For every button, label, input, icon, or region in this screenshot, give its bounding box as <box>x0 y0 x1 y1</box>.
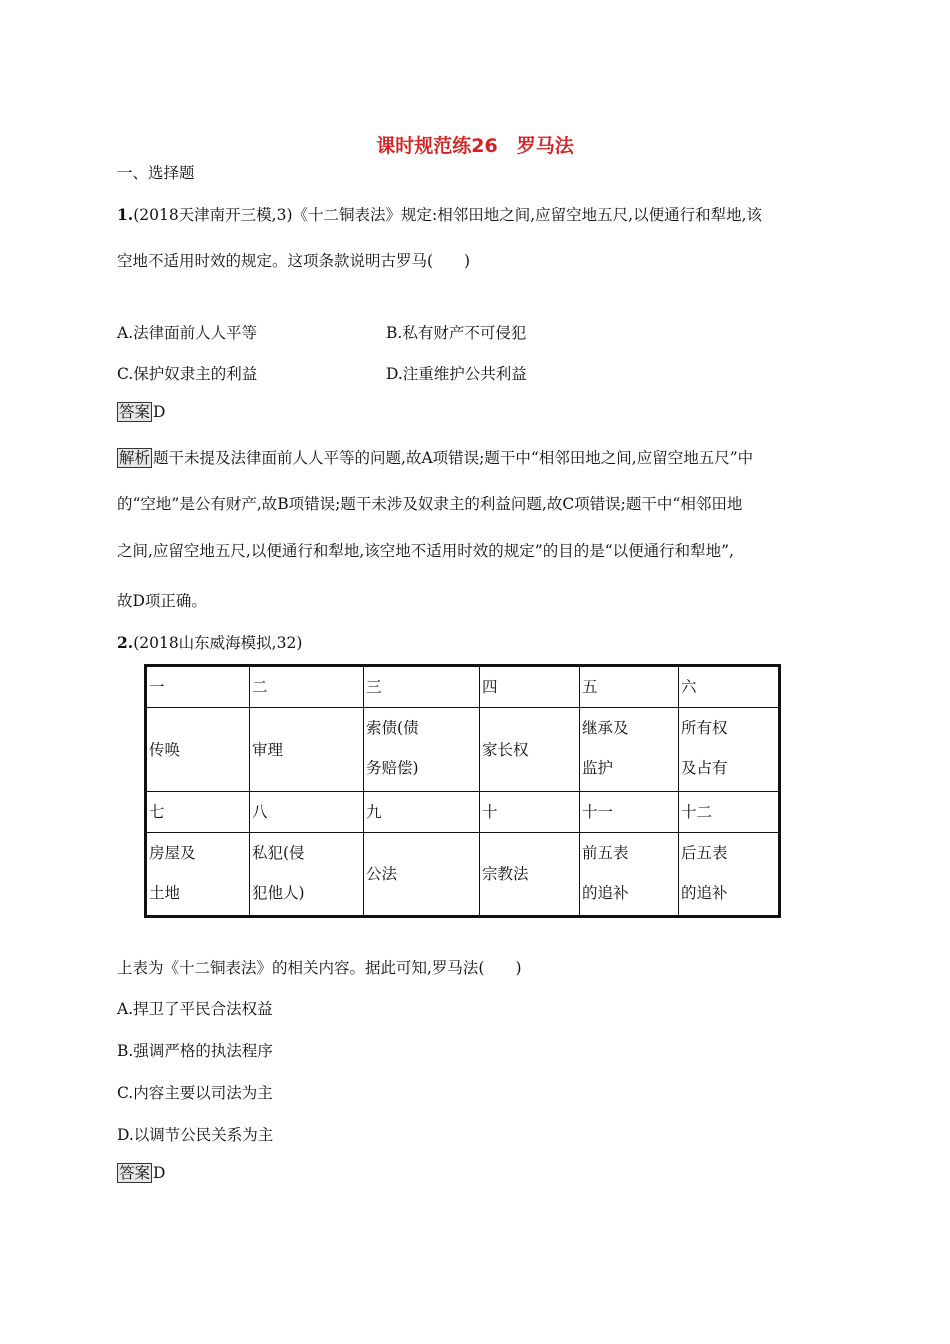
table-row <box>146 708 780 792</box>
section-heading: 一、选择题 <box>117 164 195 182</box>
cell-text: 务赔偿) <box>366 759 419 777</box>
q2-number: 2. <box>117 633 134 652</box>
table-cell: 五 <box>580 666 679 708</box>
table-cell: 一 <box>146 666 250 708</box>
table-cell <box>580 833 679 917</box>
table-cell: 六 <box>679 666 780 708</box>
cell-text: 继承及 <box>582 719 629 737</box>
table-cell <box>146 708 250 792</box>
table-cell: 三 <box>364 666 480 708</box>
q2-answer-value: D <box>153 1164 166 1182</box>
cell-text: 房屋及 <box>149 844 196 862</box>
q1-analysis-line2: 的“空地”是公有财产,故B项错误;题干未涉及奴隶主的利益问题,故C项错误;题干中“相邻田地 <box>117 495 743 513</box>
table-cell <box>364 708 480 792</box>
q1-analysis-line4: 故D项正确。 <box>117 592 207 610</box>
q1-stem-line2: 空地不适用时效的规定。这项条款说明古罗马( ) <box>117 252 471 270</box>
table-row <box>146 792 780 833</box>
page-title: 课时规范练26 罗马法 <box>376 135 574 157</box>
q1-option-c: C.保护奴隶主的利益 <box>117 365 258 383</box>
table-cell: 四 <box>480 666 580 708</box>
cell-text: 家长权 <box>482 740 529 759</box>
q2-option-c: C.内容主要以司法为主 <box>117 1084 273 1102</box>
cell-text: 的追补 <box>582 884 629 902</box>
table-cell <box>480 833 580 917</box>
table-cell: 十一 <box>580 792 679 833</box>
q2-answer-tag: 答案 <box>119 1164 151 1182</box>
q1-number: 1. <box>117 205 134 224</box>
q1-answer-tag: 答案 <box>119 403 151 421</box>
q1-analysis-line3: 之间,应留空地五尺,以便通行和犁地,该空地不适用时效的规定”的目的是“以便通行和犁地”, <box>117 542 734 560</box>
q1-option-a: A.法律面前人人平等 <box>117 324 258 342</box>
cell-text: 前五表 <box>582 844 629 862</box>
q1-analysis-tag: 解析 <box>119 449 151 467</box>
cell-text: 私犯(侵 <box>252 844 305 862</box>
cell-text: 的追补 <box>681 884 728 902</box>
q1-analysis-line1 <box>117 446 753 468</box>
cell-text: 土地 <box>149 884 181 902</box>
q1-option-b: B.私有财产不可侵犯 <box>386 324 527 342</box>
table-cell: 七 <box>146 792 250 833</box>
q2-option-d: D.以调节公民关系为主 <box>117 1126 274 1144</box>
cell-text: 监护 <box>582 759 614 777</box>
table-cell: 十二 <box>679 792 780 833</box>
table-cell <box>679 708 780 792</box>
cell-text: 宗教法 <box>482 865 529 883</box>
q1-stem-line1 <box>117 203 762 225</box>
q1-analysis-text1: 题干未提及法律面前人人平等的问题,故A项错误;题干中“相邻田地之间,应留空地五尺”中 <box>153 449 754 467</box>
q2-option-a: A.捍卫了平民合法权益 <box>117 1000 273 1018</box>
table-cell <box>580 708 679 792</box>
cell-text: 后五表 <box>681 844 728 862</box>
table-cell <box>250 708 364 792</box>
twelve-tables-table <box>144 664 781 918</box>
table-cell <box>480 708 580 792</box>
table-row <box>146 666 780 708</box>
table-cell <box>250 833 364 917</box>
cell-text: 犯他人) <box>252 884 305 902</box>
cell-text: 传唤 <box>149 740 181 759</box>
cell-text: 审理 <box>252 740 284 759</box>
table-cell: 二 <box>250 666 364 708</box>
cell-text: 所有权 <box>681 719 728 737</box>
table-row <box>146 833 780 917</box>
q2-stem: 上表为《十二铜表法》的相关内容。据此可知,罗马法( ) <box>117 959 522 977</box>
cell-text: 索债(债 <box>366 719 419 737</box>
table-cell <box>146 833 250 917</box>
q2-answer <box>117 1163 165 1183</box>
q1-answer <box>117 402 165 422</box>
q1-stem-text: (2018天津南开三模,3)《十二铜表法》规定:相邻田地之间,应留空地五尺,以便通行和犁地,该 <box>133 206 763 224</box>
table-cell <box>679 833 780 917</box>
table-cell: 八 <box>250 792 364 833</box>
cell-text: 公法 <box>366 865 398 883</box>
q2-header <box>117 631 302 653</box>
table-cell: 九 <box>364 792 480 833</box>
q2-option-b: B.强调严格的执法程序 <box>117 1042 273 1060</box>
q1-option-d: D.注重维护公共利益 <box>386 365 527 383</box>
table-cell <box>364 833 480 917</box>
q1-answer-value: D <box>153 403 166 421</box>
table-cell: 十 <box>480 792 580 833</box>
cell-text: 及占有 <box>681 759 728 777</box>
q2-source: (2018山东威海模拟,32) <box>133 634 303 652</box>
